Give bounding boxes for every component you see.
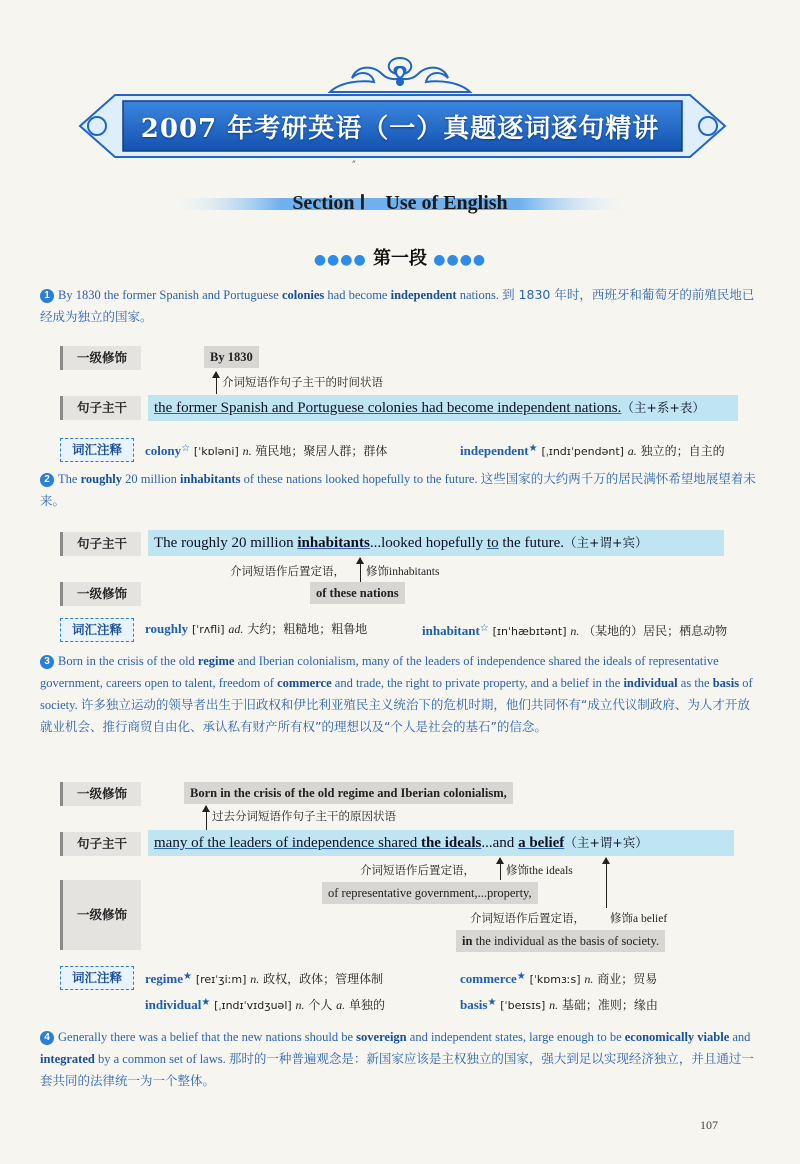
star-icon: ☆ [479,623,489,634]
part-of-speech: n. [250,972,260,986]
arrow-icon [360,558,361,582]
sentence-text: of society. [40,676,753,712]
translation: 到 1830 年时，西班牙和葡萄牙的前殖民地已经成为独立的国家。 [40,287,755,324]
sentence-text: by a common set of laws. [94,1052,229,1066]
vocab-word: regime [145,971,184,986]
main-clause-text: the former Spanish and Portuguese colonies had become independent nations. [154,400,622,416]
phonetic: [ɪnˈhæbɪtənt] [492,625,567,638]
keyword: independent [390,288,457,302]
dot-mark: ״ [352,158,356,169]
star-icon: ★ [528,443,538,454]
phonetic: [ˈrʌfli] [191,623,225,636]
phonetic: [ˌɪndɪˈpendənt] [541,445,624,458]
sentence-text: and Iberian colonialism, many of the leaders of independence shared the ideals of representative government, careers open to talent, freedom of [40,654,719,690]
definition: 商业；贸易 [597,972,658,986]
definition: 基础；准则；缘由 [561,998,658,1012]
sentence-text: and [729,1030,751,1044]
label-main: 句子主干 [60,396,141,420]
phonetic: [ˌɪndɪˈvɪdʒuəl] [214,999,292,1012]
arrow-icon [206,806,207,830]
main-clause [148,395,738,421]
modifier-box: By 1830 [204,346,259,368]
keyword: roughly [80,472,123,486]
keyword: basis [712,676,740,690]
vocab-entry [145,966,383,991]
sentence-number: 4 [40,1031,54,1045]
modifier-text: Born in the crisis of the old regime and Iberian colonialism, [190,786,507,800]
main-clause-text: ...and [481,835,519,851]
phonetic: [ˈkɒləni] [193,445,239,458]
keyword: a belief [518,835,565,851]
arrow-icon [500,858,501,880]
paragraph-heading [300,244,500,270]
vocab-entry [460,966,657,991]
sentence-2 [40,468,760,512]
sentence-text: as the [677,676,713,690]
vocab-entry [145,618,367,641]
modifier-box [322,882,538,904]
sentence-text: Born in the crisis of the old [58,654,198,668]
arrow-icon [606,858,607,908]
modifier-box: of these nations [310,582,405,604]
keyword: sovereign [356,1030,407,1044]
definition: 殖民地；聚居人群；群体 [255,444,388,458]
label-main: 句子主干 [60,832,141,856]
label-modifier: 一级修饰 [60,782,141,806]
main-clause [148,530,724,556]
part-of-speech: n. [584,972,594,986]
grammar-note: 介词短语作后置定语， [360,863,475,877]
phonetic: [ˈkɒmɜːs] [529,973,581,986]
arrow-icon [216,372,217,394]
vocab-entry [422,618,727,643]
sentence-text: of these nations looked hopefully to the future. [240,472,481,486]
part-of-speech: ad. [228,622,244,636]
main-clause-text: many of the leaders of independence shared [154,835,421,851]
sentence-text: and trade, the right to private property, and a belief in the [331,676,624,690]
phonetic: [reɪˈʒiːm] [195,973,247,986]
page-number: 107 [700,1118,718,1132]
section-title: Section Ⅰ Use of English [292,192,508,214]
part-of-speech: n. [570,624,580,638]
sentence-text: 20 million [122,472,181,486]
grammar-note: 介词短语作后置定语， [470,911,585,925]
grammar-note: 修饰the ideals [506,865,573,877]
sentence-text: nations. [456,288,503,302]
keyword: inhabitants [297,535,370,551]
definition: （某地的）居民；栖息动物 [583,624,728,638]
structure-tag: （主+系+表） [621,400,705,415]
modifier-box [456,930,665,952]
part-of-speech: a. [336,998,346,1012]
definition: 单独的 [349,998,386,1012]
translation: 许多独立运动的领导者出生于旧政权和伊比利亚殖民主义统治下的危机时期，他们共同怀有“成立代议制政府、为人才开放就业机会、推行商贸自由化、承认私有财产所有权”的理想以及“个人是社会的基石”的信念。 [40,697,750,734]
sentence-text: By 1830 the former Spanish and Portuguese [58,288,282,302]
dots-right-icon: ●●●● [433,252,487,268]
label-modifier: 一级修饰 [60,880,141,950]
sentence-text: Generally there was a belief that the new nations should be [58,1030,357,1044]
label-modifier: 一级修饰 [60,582,141,606]
vocab-word: commerce [460,971,517,986]
star-icon: ★ [487,997,497,1008]
vocab-word: roughly [145,621,189,636]
definition: 大约；粗糙地；粗鲁地 [247,622,368,636]
part-of-speech: a. [627,444,637,458]
sentence-text: The [58,472,81,486]
star-icon: ★ [516,971,526,982]
phonetic: [ˈbeɪsɪs] [500,999,546,1012]
vocab-word: independent [460,443,529,458]
sentence-number: 1 [40,289,54,303]
keyword: in [462,934,473,948]
grammar-note: 过去分词短语作句子主干的原因状语 [212,809,396,823]
grammar-note: 介词短语作句子主干的时间状语 [222,375,383,389]
sentence-text: and independent states, large enough to be [406,1030,625,1044]
part-of-speech: n. [549,998,559,1012]
label-vocab: 词汇注释 [60,438,134,462]
main-clause-text: the future. [498,535,565,551]
vocab-word: individual [145,997,202,1012]
main-clause-text: The roughly 20 million [154,535,298,551]
keyword: inhabitants [180,472,241,486]
sentence-1 [40,284,760,328]
sentence-number: 3 [40,655,54,669]
keyword: the ideals [420,835,482,851]
vocab-word: inhabitant [422,623,480,638]
grammar-note: 修饰a belief [610,913,668,925]
star-icon: ★ [201,997,211,1008]
definition: 个人 [308,998,333,1012]
page-title: 2007 年考研英语（一）真题逐词逐句精讲 [140,114,660,144]
label-vocab: 词汇注释 [60,618,134,642]
label-main: 句子主干 [60,532,141,556]
structure-tag: （主+谓+宾） [564,835,648,850]
modifier-box [184,782,513,804]
keyword: commerce [277,676,332,690]
vocab-entry [460,992,658,1017]
vocab-entry [145,992,385,1017]
keyword: integrated [40,1052,95,1066]
part-of-speech: n. [242,444,252,458]
sentence-number: 2 [40,473,54,487]
star-icon: ★ [183,971,192,982]
vocab-word: colony [145,443,182,458]
dots-left-icon: ●●●● [313,252,367,268]
sentence-3 [40,650,760,738]
label-vocab: 词汇注释 [60,966,134,990]
modifier-text: of representative government,...property, [328,886,532,900]
grammar-note: 修饰inhabitants [366,566,440,578]
translation: 这些国家的大约两千万的居民满怀希望地展望着未来。 [40,471,756,508]
modifier-text: the individual as the basis of society. [472,934,660,948]
translation: 那时的一种普遍观念是：新国家应该是主权独立的国家，强大到足以实现经济独立，并且通过一套共同的法律统一为一个整体。 [40,1051,754,1088]
main-clause-text: to [486,535,499,551]
vocab-entry [460,438,725,463]
keyword: regime [197,654,235,668]
grammar-note: 介词短语作后置定语， [230,564,345,578]
definition: 政权，政体；管理体制 [263,972,384,986]
keyword: economically viable [624,1030,730,1044]
main-clause-text: ...looked hopefully [369,535,487,551]
definition: 独立的；自主的 [640,444,725,458]
keyword: individual [623,676,678,690]
vocab-entry [145,438,387,463]
sentence-text: had become [324,288,391,302]
structure-tag: （主+谓+宾） [564,535,648,550]
keyword: colonies [281,288,325,302]
main-clause [148,830,734,856]
vocab-word: basis [460,997,488,1012]
paragraph-title: 第一段 [373,248,427,269]
sentence-4 [40,1026,760,1092]
star-icon: ☆ [181,443,191,454]
label-modifier: 一级修饰 [60,346,141,370]
part-of-speech: n. [295,998,305,1012]
